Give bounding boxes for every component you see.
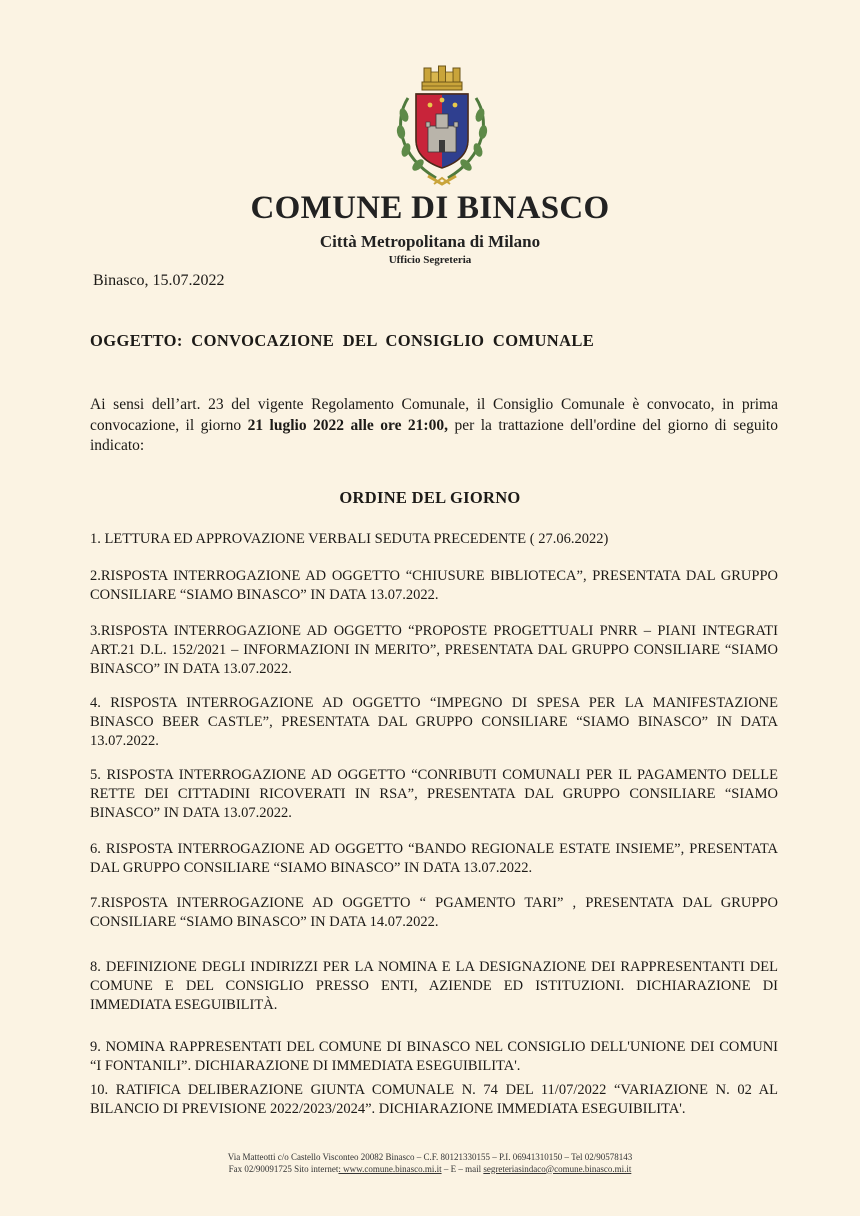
office-name: Ufficio Segreteria [388,254,472,266]
agenda-item-3: 3.RISPOSTA INTERROGAZIONE AD OGGETTO “PROPOSTE PROGETTUALI PNRR – PIANI INTEGRATI ART.21 D.L. 152/2021 – INFORMAZIONI IN MERITO”, PRESENTATA DAL GRUPPO CONSILIARE “SIAMO BINASCO” IN DATA 13.07.2022. [90,623,778,677]
crown-icon [422,66,462,90]
metropolitan-city-subtitle: Città Metropolitana di Milano [319,232,541,251]
agenda-item-8: 8. DEFINIZIONE DEGLI INDIRIZZI PER LA NOMINA E LA DESIGNAZIONE DEI RAPPRESENTANTI DEL COMUNE E DEL CONSIGLIO PRESSO ENTI, AZIENDE ED ISTITUZIONI. DICHIARAZIONE DI IMMEDIATA ESEGUIBILITÀ. [90,959,778,1013]
agenda-item-4: 4. RISPOSTA INTERROGAZIONE AD OGGETTO “IMPEGNO DI SPESA PER LA MANIFESTAZIONE BINASCO BEER CASTLE”, PRESENTATA DAL GRUPPO CONSILIARE “SIAMO BINASCO” IN DATA 13.07.2022. [90,695,778,749]
intro-paragraph [90,395,778,457]
footer-fax: Fax 02/90091725 Sito internet [228,1163,339,1174]
document-date: Binasco, 15.07.2022 [93,272,225,289]
footer-address-line: Via Matteotti c/o Castello Visconteo 20082 Binasco – C.F. 80121330155 – P.I. 06941310150 – Tel 02/90578143 [227,1152,633,1162]
intro-text-start: Ai sensi dell’art. 23 del vigente Regolamento Comunale, il Consiglio Comunale è convocato, in prima convocazione, il giorno [90,396,778,434]
municipality-title: COMUNE DI BINASCO [250,190,610,226]
agenda-item-9: 9. NOMINA RAPPRESENTATI DEL COMUNE DI BINASCO NEL CONSIGLIO DELL'UNIONE DEI COMUNI “I FONTANILI”. DICHIARAZIONE DI IMMEDIATA ESEGUIBILITA'. [90,1039,778,1074]
agenda-item-1: 1. LETTURA ED APPROVAZIONE VERBALI SEDUTA PRECEDENTE ( 27.06.2022) [90,531,609,547]
agenda-item-7: 7.RISPOSTA INTERROGAZIONE AD OGGETTO “ PGAMENTO TARI” , PRESENTATA DAL GRUPPO CONSILIARE “SIAMO BINASCO” IN DATA 14.07.2022. [90,895,778,930]
meeting-datetime: 21 luglio 2022 alle ore 21:00, [247,416,448,434]
footer-email-label: – E – mail [441,1163,484,1174]
website-link[interactable]: : www.comune.binasco.mi.it [338,1163,442,1174]
coat-of-arms-emblem [384,60,500,192]
agenda-heading: ORDINE DEL GIORNO [339,488,521,507]
footer [0,1152,860,1175]
agenda-item-10: 10. RATIFICA DELIBERAZIONE GIUNTA COMUNALE N. 74 DEL 11/07/2022 “VARIAZIONE N. 02 AL BILANCIO DI PREVISIONE 2022/2023/2024”. DICHIARAZIONE IMMEDIATA ESEGUIBILITA'. [90,1082,778,1117]
shield-icon [416,94,468,168]
agenda-item-2: 2.RISPOSTA INTERROGAZIONE AD OGGETTO “CHIUSURE BIBLIOTECA”, PRESENTATA DAL GRUPPO CONSILIARE “SIAMO BINASCO” IN DATA 13.07.2022. [90,568,778,603]
agenda-item-6: 6. RISPOSTA INTERROGAZIONE AD OGGETTO “BANDO REGIONALE ESTATE INSIEME”, PRESENTATA DAL GRUPPO CONSILIARE “SIAMO BINASCO” IN DATA 13.07.2022. [90,841,778,876]
subject-line: OGGETTO: CONVOCAZIONE DEL CONSIGLIO COMUNALE [90,331,595,350]
footer-contact-line [0,1164,860,1176]
intro-text-end: per la trattazione dell'ordine del giorno di seguito indicato: [90,416,778,454]
agenda-item-5: 5. RISPOSTA INTERROGAZIONE AD OGGETTO “CONRIBUTI COMUNALI PER IL PAGAMENTO DELLE RETTE DEI CITTADINI RICOVERATI IN RSA”, PRESENTATA DAL GRUPPO CONSILIARE “SIAMO BINASCO” IN DATA 13.07.2022. [90,767,778,821]
email-link[interactable]: segreteriasindaco@comune.binasco.mi.it [483,1163,632,1174]
